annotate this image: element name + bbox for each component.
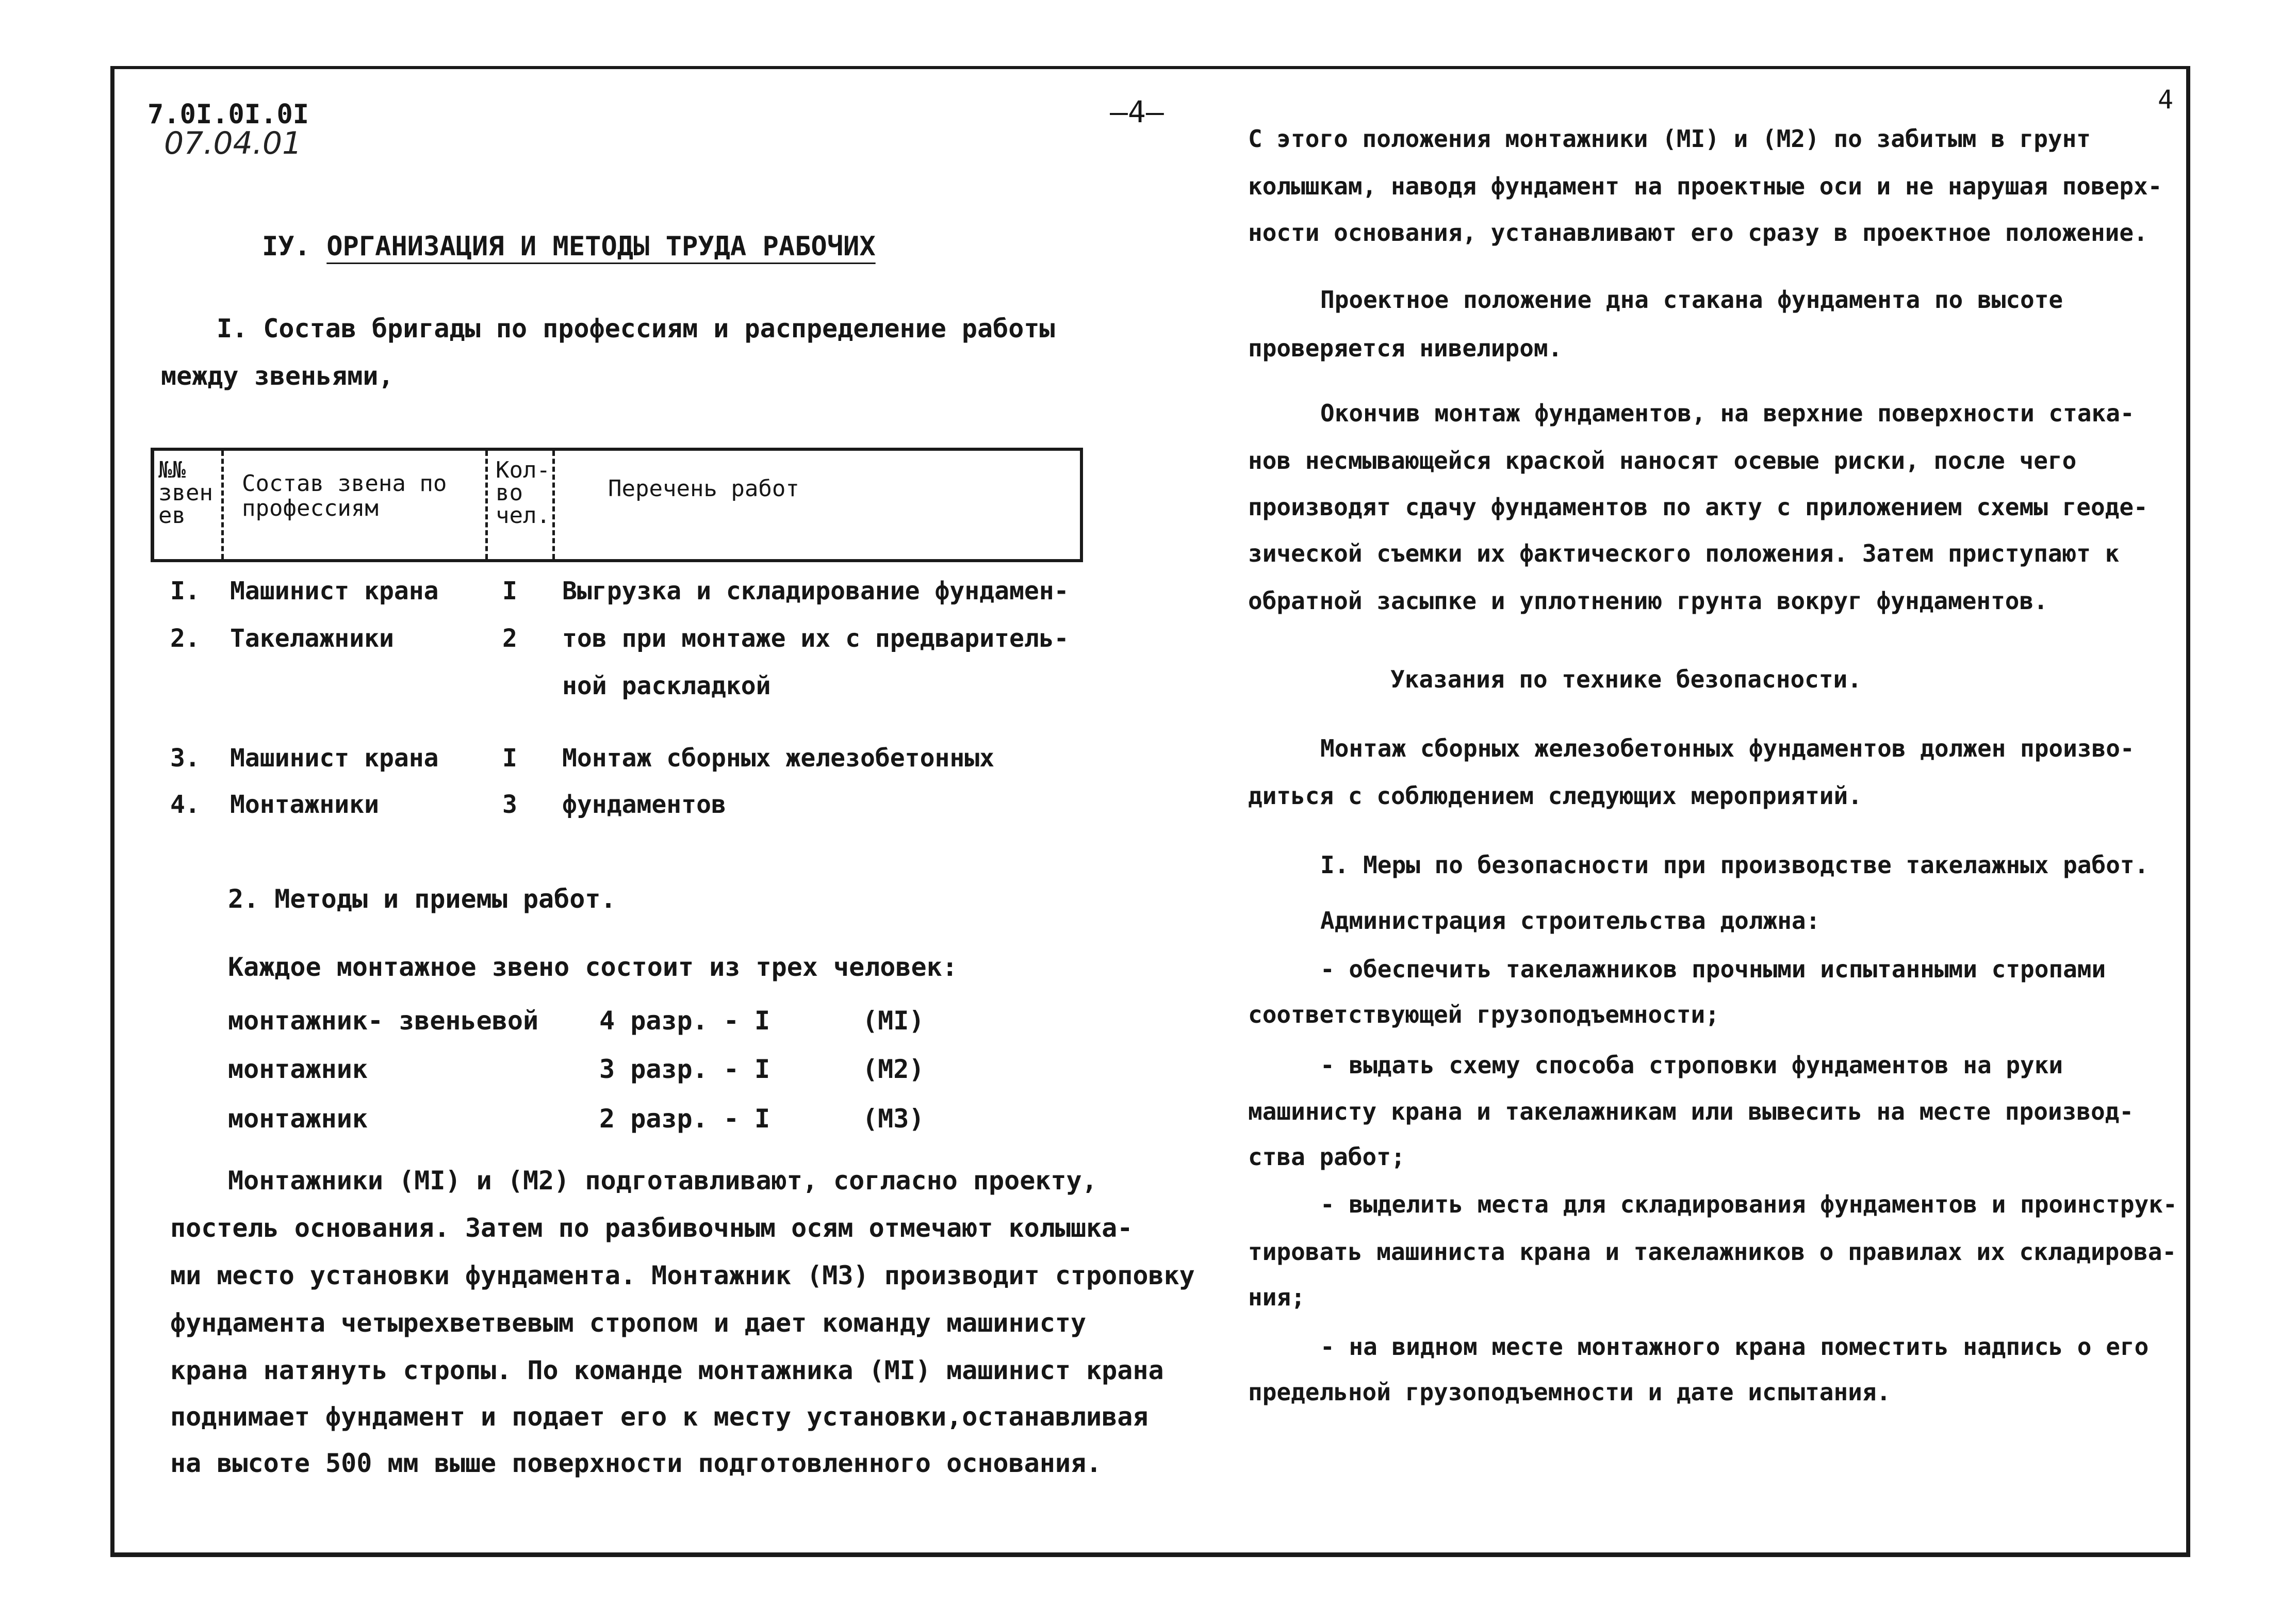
th-composition-2: профессиям: [242, 495, 379, 521]
bullet-line: - на видном месте монтажного крана поместить надпись о его: [1320, 1333, 2149, 1361]
page-number-right: 4: [2158, 85, 2174, 114]
item1-line2: между звеньями,: [161, 361, 394, 391]
document-code: 7.0I.0I.0I: [147, 99, 309, 130]
table-cell: 3: [502, 790, 517, 819]
table-cell: I: [502, 577, 517, 606]
worker-role: монтажник: [228, 1054, 368, 1084]
table-cell: 3.: [170, 744, 200, 773]
paragraph-line: диться с соблюдением следующих мероприятий.: [1248, 782, 1862, 810]
bullet-line: тировать машиниста крана и такелажников о правилах их складирова-: [1248, 1238, 2177, 1266]
worker-grade: 4 разр. - I: [599, 1006, 770, 1036]
table-divider: [485, 451, 488, 559]
table-cell: Монтаж сборных железобетонных: [562, 744, 995, 773]
paragraph-line: на высоте 500 мм выше поверхности подготовленного основания.: [170, 1448, 1102, 1478]
paragraph-line: производят сдачу фундаментов по акту с приложением схемы геоде-: [1248, 493, 2148, 521]
worker-code: (МI): [862, 1006, 925, 1036]
table-cell: тов при монтаже их с предваритель-: [562, 624, 1069, 653]
paragraph-line: нов несмывающейся краской наносят осевые риски, после чего: [1248, 447, 2077, 474]
bullet-line: ния;: [1248, 1283, 1305, 1311]
bullet-line: - выделить места для складирования фундаментов и проинструк-: [1320, 1190, 2177, 1218]
bullet-line: машинисту крана и такелажникам или вывесить на месте производ-: [1248, 1098, 2134, 1125]
worker-code: (М2): [862, 1054, 925, 1084]
bullet-line: предельной грузоподъемности и дате испытания.: [1248, 1378, 1891, 1406]
page-number-center: —4—: [1110, 94, 1164, 129]
item1-line1: I. Состав бригады по профессиям и распределение работы: [217, 314, 1055, 343]
section-number: IУ.: [262, 231, 310, 262]
safety-heading: Указания по технике безопасности.: [1390, 665, 1862, 693]
paragraph-line: Монтаж сборных железобетонных фундаментов должен произво-: [1320, 734, 2135, 762]
paragraph-line: фундамента четырехветвевым стропом и дает команду машинисту: [170, 1308, 1087, 1338]
handwritten-date: 07.04.01: [164, 125, 302, 161]
table-cell: ной раскладкой: [562, 672, 771, 700]
th-count-2: во: [496, 480, 523, 506]
table-cell: Такелажники: [230, 624, 394, 653]
paragraph-line: Проектное положение дна стакана фундамента по высоте: [1320, 286, 2063, 314]
paragraph-line: зической съемки их фактического положения. Затем приступают к: [1248, 539, 2120, 567]
paragraph-line: проверяется нивелиром.: [1248, 334, 1563, 362]
section-heading: [262, 233, 876, 260]
table-cell: Машинист крана: [230, 744, 439, 773]
paragraph-line: ности основания, устанавливают его сразу в проектное положение.: [1248, 219, 2148, 247]
th-count-1: Кол-: [496, 457, 550, 483]
item2-title: 2. Методы и приемы работ.: [228, 884, 616, 914]
th-number-1: №№: [158, 457, 186, 483]
worker-grade: 2 разр. - I: [599, 1104, 770, 1134]
worker-grade: 3 разр. - I: [599, 1054, 770, 1084]
paragraph-line: I. Меры по безопасности при производстве такелажных работ.: [1320, 851, 2149, 879]
table-cell: I: [502, 744, 517, 773]
th-number-2: звен: [158, 480, 213, 506]
section-title: ОРГАНИЗАЦИЯ И МЕТОДЫ ТРУДА РАБОЧИХ: [326, 231, 876, 262]
paragraph-line: Окончив монтаж фундаментов, на верхние поверхности стака-: [1320, 399, 2135, 427]
th-count-3: чел.: [496, 502, 550, 529]
bullet-line: соответствующей грузоподъемности;: [1248, 1001, 1719, 1028]
paragraph-line: ми место установки фундамента. Монтажник (М3) производит строповку: [170, 1261, 1195, 1290]
th-works: Перечень работ: [608, 476, 799, 502]
paragraph-line: обратной засыпке и уплотнению грунта вокруг фундаментов.: [1248, 587, 2048, 615]
table-cell: I.: [170, 577, 200, 606]
paragraph-line: Администрация строительства должна:: [1320, 907, 1821, 935]
table-cell: 2.: [170, 624, 200, 653]
table-cell: Выгрузка и складирование фундамен-: [562, 577, 1069, 606]
table-divider: [221, 451, 224, 559]
bullet-line: - выдать схему способа строповки фундаментов на руки: [1320, 1051, 2063, 1079]
table-divider: [552, 451, 555, 559]
paragraph-line: колышкам, наводя фундамент на проектные оси и не нарушая поверх-: [1248, 172, 2162, 200]
paragraph-line: Монтажники (МI) и (М2) подготавливают, согласно проекту,: [228, 1166, 1097, 1196]
th-number-3: ев: [158, 502, 186, 529]
worker-code: (М3): [862, 1104, 925, 1134]
table-cell: Машинист крана: [230, 577, 439, 606]
paragraph-line: С этого положения монтажники (МI) и (М2) по забитым в грунт: [1248, 125, 2091, 153]
paragraph-line: постель основания. Затем по разбивочным осям отмечают колышка-: [170, 1213, 1133, 1243]
bullet-line: ства работ;: [1248, 1143, 1405, 1171]
item2-intro: Каждое монтажное звено состоит из трех человек:: [228, 952, 958, 982]
table-cell: 2: [502, 624, 517, 653]
th-composition-1: Состав звена по: [242, 470, 447, 497]
bullet-line: - обеспечить такелажников прочными испытанными стропами: [1320, 955, 2106, 983]
table-cell: фундаментов: [562, 790, 726, 819]
table-cell: 4.: [170, 790, 200, 819]
worker-role: монтажник- звеньевой: [228, 1006, 539, 1036]
table-cell: Монтажники: [230, 790, 379, 819]
table-header: [151, 448, 1083, 562]
paragraph-line: крана натянуть стропы. По команде монтажника (МI) машинист крана: [170, 1355, 1164, 1385]
paragraph-line: поднимает фундамент и подает его к месту установки,останавливая: [170, 1402, 1149, 1432]
worker-role: монтажник: [228, 1104, 368, 1134]
